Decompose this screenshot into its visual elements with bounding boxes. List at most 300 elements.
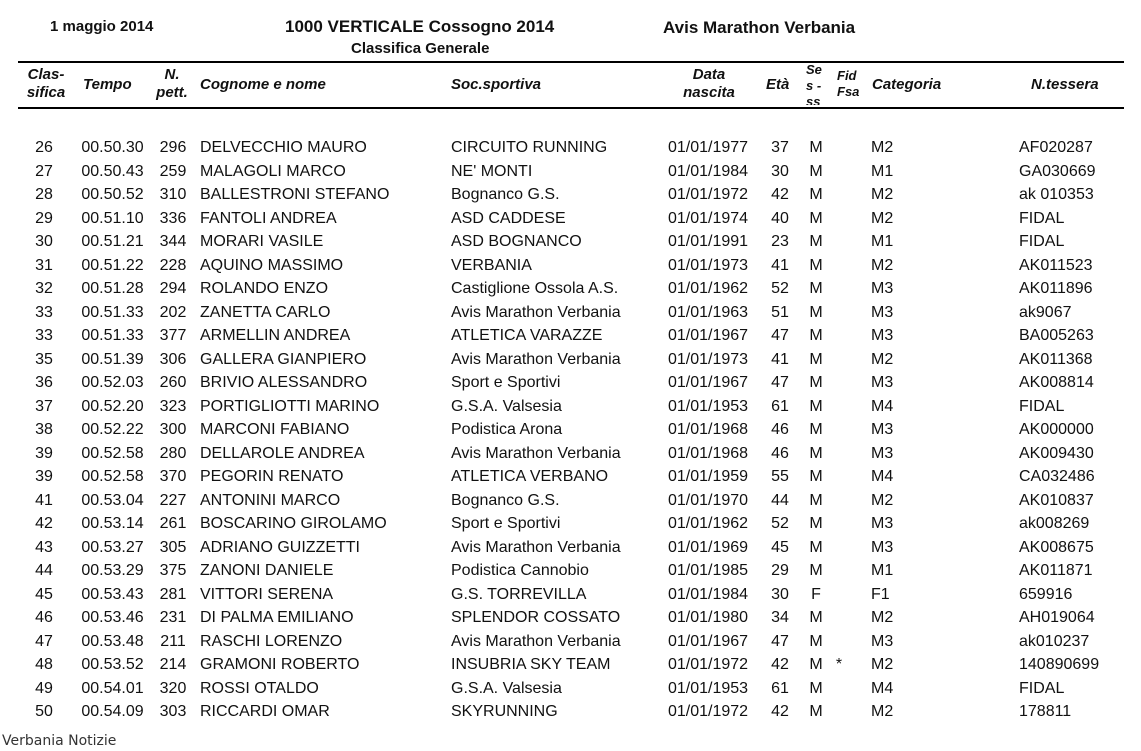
cell-position: 26 [35,139,53,156]
cell-card-number: 659916 [1019,585,1073,603]
cell-category: M3 [871,538,894,556]
cell-time: 00.53.46 [81,609,144,626]
cell-card-number: AH019064 [1019,609,1095,626]
cell-athlete-name: DELLAROLE ANDREA [200,444,365,462]
cell-athlete-name: FANTOLI ANDREA [200,209,337,227]
cell-bib-number: 211 [160,632,186,650]
col-fid-line2: Fsa [837,84,860,99]
table-row [0,606,1141,630]
cell-age: 61 [771,397,789,415]
cell-age: 29 [771,562,789,579]
cell-athlete-name: BRIVIO ALESSANDRO [200,374,368,391]
col-time: Tempo [83,76,132,93]
cell-athlete-name: ROSSI OTALDO [200,679,319,697]
cell-bib-number: 305 [159,538,187,556]
cell-birth-date: 01/01/1973 [668,350,749,368]
cell-card-number: CA032486 [1019,468,1095,485]
cell-athlete-name: DELVECCHIO MAURO [200,139,367,156]
cell-birth-date: 01/01/1963 [668,303,749,321]
cell-club: Podistica Arona [451,421,563,438]
table-row [0,536,1141,560]
cell-age: 61 [771,679,789,697]
cell-card-number: ak9067 [1019,303,1072,321]
cell-time: 00.50.52 [81,186,144,203]
cell-category: M3 [871,515,894,532]
cell-card-number: AF020287 [1019,139,1093,156]
cell-category: M3 [871,280,894,297]
table-row [0,489,1141,513]
cell-club: Bognanco G.S. [451,491,560,509]
cell-sex: M [809,703,823,720]
cell-age: 46 [771,444,789,462]
table-row [0,677,1141,701]
cell-club: Avis Marathon Verbania [451,303,621,321]
cell-card-number: AK011871 [1019,562,1093,579]
cell-club: Avis Marathon Verbania [451,538,621,556]
cell-position: 45 [35,585,53,603]
cell-card-number: AK011368 [1019,350,1093,368]
cell-position: 44 [35,562,53,579]
cell-sex: M [809,280,823,297]
cell-bib-number: 377 [159,327,187,344]
cell-position: 39 [35,468,53,485]
cell-category: M3 [871,303,894,321]
cell-club: Sport e Sportivi [451,374,561,391]
col-sex-line2: s - [806,78,822,93]
cell-club: SPLENDOR COSSATO [451,609,621,626]
cell-club: G.S.A. Valsesia [451,397,562,415]
cell-fid-mark: * [835,656,843,673]
cell-age: 51 [771,303,789,321]
cell-position: 47 [35,632,53,650]
cell-bib-number: 306 [159,350,187,368]
cell-sex: M [809,256,823,274]
cell-time: 00.52.20 [81,397,144,415]
cell-age: 23 [771,233,789,250]
cell-birth-date: 01/01/1968 [668,421,749,438]
table-row [0,653,1141,677]
cell-sex: M [809,562,823,579]
cell-birth-date: 01/01/1980 [668,609,749,626]
cell-club: ATLETICA VARAZZE [451,327,603,344]
cell-bib-number: 320 [159,679,187,697]
col-birth-line1: Data [692,66,726,83]
cell-bib-number: 303 [159,703,187,720]
cell-sex: M [809,162,823,180]
table-row [0,136,1141,160]
cell-birth-date: 01/01/1953 [668,397,749,415]
cell-age: 52 [771,515,789,532]
cell-position: 46 [35,609,53,626]
cell-age: 30 [771,585,789,603]
cell-club: Castiglione Ossola A.S. [451,280,619,297]
cell-time: 00.53.48 [81,632,144,650]
table-row [0,254,1141,278]
cell-age: 47 [771,632,789,650]
cell-category: F1 [871,585,890,603]
cell-sex: M [809,209,823,227]
cell-time: 00.54.09 [81,703,144,720]
cell-athlete-name: AQUINO MASSIMO [200,256,344,274]
cell-club: G.S.A. Valsesia [451,679,562,697]
cell-card-number: AK009430 [1019,444,1094,462]
cell-card-number: FIDAL [1019,209,1065,227]
cell-sex: M [809,303,823,321]
cell-athlete-name: ZANETTA CARLO [200,303,331,321]
cell-position: 42 [35,515,53,532]
col-birth-line2: nascita [683,84,735,101]
cell-bib-number: 375 [159,562,187,579]
cell-sex: M [809,186,823,203]
cell-sex: M [809,374,823,391]
cell-age: 55 [771,468,789,485]
table-row [0,442,1141,466]
cell-time: 00.53.52 [81,656,144,673]
cell-bib-number: 228 [159,256,187,274]
cell-athlete-name: ZANONI DANIELE [200,562,334,579]
cell-birth-date: 01/01/1984 [668,162,749,180]
cell-birth-date: 01/01/1959 [668,468,749,485]
cell-time: 00.51.33 [81,327,144,344]
cell-bib-number: 370 [159,468,187,485]
cell-card-number: AK008814 [1019,374,1094,391]
cell-athlete-name: DI PALMA EMILIANO [200,609,354,626]
cell-card-number: AK000000 [1019,421,1094,438]
table-row [0,559,1141,583]
col-pos-line1: Clas- [27,66,65,83]
cell-age: 30 [771,162,789,180]
cell-time: 00.50.30 [81,139,144,156]
cell-athlete-name: BOSCARINO GIROLAMO [200,515,387,532]
cell-position: 27 [35,162,53,180]
col-fid-line1: Fid [837,68,857,83]
cell-bib-number: 281 [159,585,187,603]
cell-bib-number: 259 [159,162,187,180]
cell-athlete-name: MORARI VASILE [200,233,324,250]
col-pos [22,66,70,102]
cell-category: M1 [871,162,894,180]
cell-age: 37 [771,139,789,156]
table-row [0,183,1141,207]
cell-sex: F [811,585,821,603]
cell-athlete-name: GRAMONI ROBERTO [200,656,360,673]
cell-birth-date: 01/01/1967 [668,374,749,391]
results-table [0,136,1141,724]
table-row [0,395,1141,419]
cell-birth-date: 01/01/1973 [668,256,749,274]
cell-bib-number: 323 [159,397,187,415]
organizer: Avis Marathon Verbania [663,18,856,37]
cell-athlete-name: GALLERA GIANPIERO [200,350,367,368]
col-category: Categoria [872,76,942,93]
table-row [0,160,1141,184]
cell-athlete-name: VITTORI SERENA [200,585,334,603]
table-row [0,324,1141,348]
table-row [0,230,1141,254]
cell-birth-date: 01/01/1977 [668,139,749,156]
cell-position: 28 [35,186,53,203]
cell-bib-number: 231 [159,609,187,626]
cell-category: M2 [871,609,894,626]
cell-position: 41 [35,491,53,509]
cell-bib-number: 202 [159,303,187,321]
cell-club: ASD BOGNANCO [451,233,582,250]
col-age: Età [766,76,790,93]
cell-bib-number: 310 [159,186,187,203]
cell-position: 49 [35,679,53,697]
cell-position: 43 [35,538,53,556]
cell-time: 00.54.01 [81,679,144,697]
cell-sex: M [809,468,823,485]
cell-sex: M [809,538,823,556]
cell-position: 30 [35,233,53,250]
table-row [0,700,1141,724]
cell-position: 35 [35,350,53,368]
cell-category: M3 [871,632,894,650]
cell-club: CIRCUITO RUNNING [451,139,608,156]
cell-birth-date: 01/01/1968 [668,444,749,462]
cell-category: M2 [871,186,894,203]
cell-age: 42 [771,186,789,203]
col-birth [670,66,748,102]
cell-athlete-name: MARCONI FABIANO [200,421,350,438]
col-sex-line3: ss [806,94,821,105]
footer-watermark: Verbania Notizie [2,733,117,749]
cell-age: 41 [771,350,789,368]
table-row [0,418,1141,442]
cell-birth-date: 01/01/1962 [668,280,749,297]
cell-club: Bognanco G.S. [451,186,560,203]
cell-card-number: AK008675 [1019,538,1094,556]
cell-bib-number: 227 [159,491,187,509]
cell-category: M2 [871,256,894,274]
table-row [0,465,1141,489]
cell-club: ATLETICA VERBANO [451,468,609,485]
cell-age: 44 [771,491,789,509]
table-row [0,207,1141,231]
cell-birth-date: 01/01/1967 [668,632,749,650]
cell-bib-number: 280 [159,444,187,462]
cell-sex: M [809,350,823,368]
cell-sex: M [809,679,823,697]
col-fid [837,68,859,100]
cell-time: 00.52.03 [81,374,144,391]
col-card: N.tessera [1031,76,1099,93]
cell-position: 32 [35,280,53,297]
cell-club: Avis Marathon Verbania [451,350,621,368]
cell-time: 00.53.04 [81,491,144,509]
cell-card-number: FIDAL [1019,233,1065,250]
event-date: 1 maggio 2014 [50,18,154,35]
cell-category: M2 [871,139,894,156]
cell-club: ASD CADDESE [451,209,566,227]
table-row [0,277,1141,301]
cell-category: M3 [871,374,894,391]
cell-club: VERBANIA [451,256,532,274]
cell-time: 00.51.28 [81,280,144,297]
cell-birth-date: 01/01/1962 [668,515,749,532]
cell-category: M2 [871,350,894,368]
cell-birth-date: 01/01/1967 [668,327,749,344]
cell-time: 00.51.22 [81,256,144,274]
cell-position: 33 [35,327,53,344]
cell-athlete-name: PORTIGLIOTTI MARINO [200,397,380,415]
cell-sex: M [809,397,823,415]
cell-bib-number: 214 [159,656,187,673]
cell-birth-date: 01/01/1972 [668,656,749,673]
cell-position: 50 [35,703,53,720]
cell-category: M3 [871,421,894,438]
cell-card-number: AK010837 [1019,491,1094,509]
cell-card-number: ak 010353 [1019,186,1094,203]
table-row [0,348,1141,372]
col-bib-line1: N. [164,66,180,83]
cell-position: 29 [35,209,53,227]
cell-athlete-name: ARMELLIN ANDREA [200,327,351,344]
cell-time: 00.52.58 [81,468,144,485]
cell-bib-number: 296 [159,139,187,156]
cell-age: 46 [771,421,789,438]
cell-sex: M [809,327,823,344]
col-bib [150,66,194,102]
cell-age: 47 [771,327,789,344]
cell-age: 34 [771,609,789,626]
cell-birth-date: 01/01/1974 [668,209,749,227]
table-header [0,63,1141,107]
cell-time: 00.53.43 [81,585,144,603]
cell-birth-date: 01/01/1991 [668,233,749,250]
cell-bib-number: 294 [159,280,187,297]
cell-card-number: 140890699 [1019,656,1100,673]
col-sex-line1: Se [806,62,822,77]
cell-category: M3 [871,327,894,344]
col-club: Soc.sportiva [451,76,542,93]
cell-category: M4 [871,468,894,485]
cell-club: Sport e Sportivi [451,515,561,532]
cell-age: 52 [771,280,789,297]
cell-age: 42 [771,703,789,720]
cell-card-number: ak008269 [1019,515,1090,532]
cell-sex: M [809,233,823,250]
table-row [0,371,1141,395]
cell-category: M3 [871,444,894,462]
cell-athlete-name: RASCHI LORENZO [200,632,343,650]
cell-time: 00.50.43 [81,162,144,180]
col-bib-line2: pett. [156,84,188,101]
table-row [0,512,1141,536]
cell-birth-date: 01/01/1985 [668,562,749,579]
cell-sex: M [809,609,823,626]
cell-category: M4 [871,679,894,697]
cell-age: 40 [771,209,789,227]
cell-sex: M [809,656,823,673]
cell-club: NE' MONTI [451,162,533,180]
cell-position: 31 [35,256,53,274]
cell-card-number: FIDAL [1019,397,1065,415]
cell-birth-date: 01/01/1953 [668,679,749,697]
cell-age: 47 [771,374,789,391]
cell-position: 48 [35,656,53,673]
cell-card-number: FIDAL [1019,679,1065,697]
cell-club: Avis Marathon Verbania [451,632,621,650]
cell-time: 00.52.58 [81,444,144,462]
cell-position: 38 [35,421,53,438]
cell-time: 00.51.39 [81,350,144,368]
cell-athlete-name: ANTONINI MARCO [200,491,341,509]
cell-club: G.S. TORREVILLA [451,585,587,603]
cell-club: SKYRUNNING [451,703,558,720]
cell-category: M2 [871,209,894,227]
col-sex [806,62,822,105]
cell-athlete-name: PEGORIN RENATO [200,468,344,485]
cell-card-number: AK011896 [1019,280,1093,297]
cell-athlete-name: ROLANDO ENZO [200,280,329,297]
cell-bib-number: 300 [159,421,187,438]
cell-card-number: ak010237 [1019,632,1090,650]
cell-age: 42 [771,656,789,673]
cell-sex: M [809,491,823,509]
cell-sex: M [809,632,823,650]
cell-bib-number: 261 [159,515,187,532]
cell-club: Podistica Cannobio [451,562,589,579]
cell-bib-number: 336 [159,209,187,227]
cell-bib-number: 260 [159,374,187,391]
cell-birth-date: 01/01/1972 [668,186,749,203]
cell-birth-date: 01/01/1984 [668,585,749,603]
cell-club: INSUBRIA SKY TEAM [451,656,611,673]
cell-category: M2 [871,656,894,673]
col-name: Cognome e nome [200,76,326,93]
cell-athlete-name: RICCARDI OMAR [200,703,330,720]
cell-time: 00.51.21 [81,233,144,250]
cell-sex: M [809,515,823,532]
cell-category: M1 [871,233,894,250]
cell-position: 36 [35,374,53,391]
cell-time: 00.51.10 [81,209,144,227]
cell-card-number: 178811 [1019,703,1072,720]
col-pos-line2: sifica [26,84,66,101]
cell-time: 00.52.22 [81,421,144,438]
cell-athlete-name: BALLESTRONI STEFANO [200,186,390,203]
cell-card-number: AK011523 [1019,256,1093,274]
cell-time: 00.53.14 [81,515,144,532]
header-rule-bottom [18,107,1124,109]
cell-sex: M [809,421,823,438]
cell-age: 41 [771,256,789,274]
cell-category: M2 [871,703,894,720]
cell-club: Avis Marathon Verbania [451,444,621,462]
cell-birth-date: 01/01/1972 [668,703,749,720]
cell-time: 00.53.27 [81,538,144,556]
cell-athlete-name: MALAGOLI MARCO [200,162,346,180]
table-row [0,630,1141,654]
cell-position: 37 [35,397,53,415]
cell-category: M4 [871,397,894,415]
cell-sex: M [809,139,823,156]
document-subtitle: Classifica Generale [351,40,490,57]
cell-bib-number: 344 [159,233,187,250]
document-header [0,17,1141,39]
table-row [0,301,1141,325]
cell-sex: M [809,444,823,462]
cell-category: M1 [871,562,894,579]
cell-athlete-name: ADRIANO GUIZZETTI [200,538,360,556]
cell-birth-date: 01/01/1970 [668,491,749,509]
event-title: 1000 VERTICALE Cossogno 2014 [285,17,555,36]
cell-time: 00.53.29 [81,562,144,579]
cell-time: 00.51.33 [81,303,144,321]
cell-birth-date: 01/01/1969 [668,538,749,556]
